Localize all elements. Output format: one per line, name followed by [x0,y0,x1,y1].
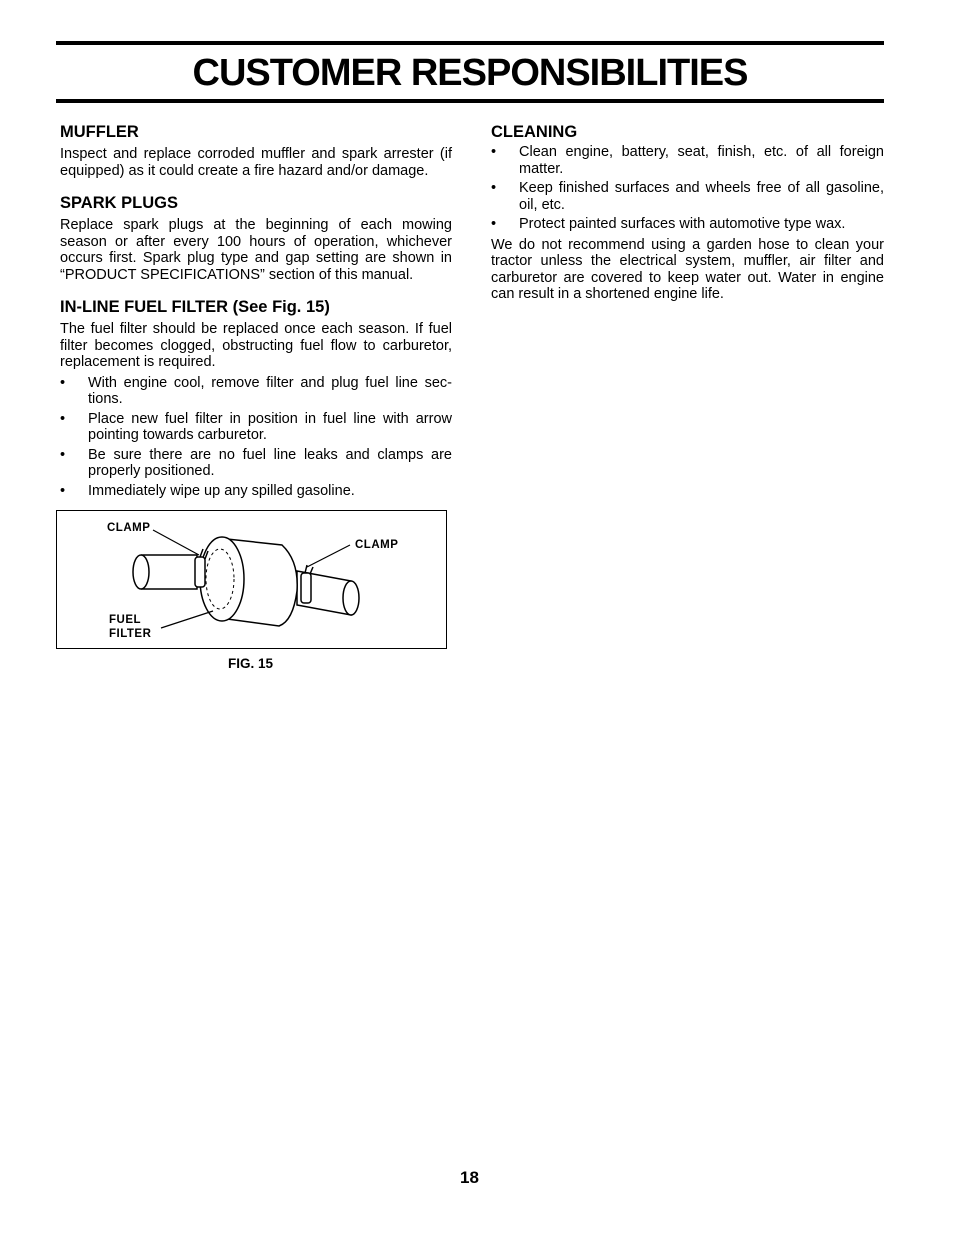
spark-plugs-text: Replace spark plugs at the beginning of each mowing season or after every 100 hours of operation, whichever occurs first. Spark plug type and gap setting are shown in “PRODUCT SPECIFICATIONS” section of this manual. [60,217,452,283]
fuel-filter-steps [60,375,452,500]
list-item: • With engine cool, remove filter and plug fuel line sec-tions. [60,374,452,407]
figure-15-box [56,510,447,649]
list-item: • Clean engine, battery, seat, finish, etc. of all foreign matter. [491,144,884,177]
right-fuel-line-end [343,581,359,615]
cleaning-heading: CLEANING [491,123,578,141]
header-top-rule [56,41,884,45]
muffler-section [60,122,452,179]
page-number: 18 [460,1168,479,1187]
clamp-right-label: CLAMP [355,539,399,551]
spark-plugs-section [60,193,452,283]
figure-caption: FIG. 15 [228,656,274,671]
bullet-icon: • [60,410,66,427]
list-item: • Keep finished surfaces and wheels free of all gasoline, oil, etc. [491,180,884,213]
list-item: • Immediately wipe up any spilled gasoline. [60,482,355,499]
header-bottom-rule [56,99,884,103]
list-item: • Protect painted surfaces with automotive type wax. [491,216,846,232]
leader-clamp-right [307,545,350,567]
list-item: • Be sure there are no fuel line leaks and clamps are properly positioned. [60,446,452,479]
list-item: • Place new fuel filter in position in fuel line with arrow pointing towards carburetor. [60,410,452,443]
page-title: CUSTOMER RESPONSIBILITIES [192,52,748,94]
cleaning-list [491,144,884,233]
bullet-icon: • [491,180,497,196]
bullet-icon: • [491,216,497,232]
muffler-text: Inspect and replace corroded muffler and spark arrester (if equipped) as it could create a fire hazard and/or damage. [60,146,452,179]
right-clamp [301,573,311,603]
cleaning-section [491,122,884,303]
spark-plugs-heading: SPARK PLUGS [60,194,178,212]
clamp-left-label: CLAMP [107,522,151,534]
fuel-filter-section [60,297,452,499]
leader-fuel-filter [161,611,213,628]
left-clamp [195,557,205,587]
bullet-icon: • [491,144,497,160]
leader-clamp-left [153,530,199,555]
cleaning-text: We do not recommend using a garden hose to clean your tractor unless the electrical system, muffler, air filter and carburetor are covered to keep water out. Water in engine can result in a shortened engine life. [491,236,884,302]
bullet-icon: • [60,374,66,391]
filter-label: FILTER [109,628,152,640]
bullet-icon: • [60,446,66,463]
fuel-filter-text: The fuel filter should be replaced once each season. If fuel filter becomes clogged, obstructing fuel flow to carburetor, replacement is required. [60,321,452,370]
fuel-label: FUEL [109,614,142,626]
bullet-icon: • [60,482,66,499]
fuel-filter-heading: IN-LINE FUEL FILTER (See Fig. 15) [60,298,330,316]
left-column [60,122,452,513]
left-fuel-line-end [133,555,149,589]
muffler-heading: MUFFLER [60,123,139,141]
right-column [491,122,884,317]
